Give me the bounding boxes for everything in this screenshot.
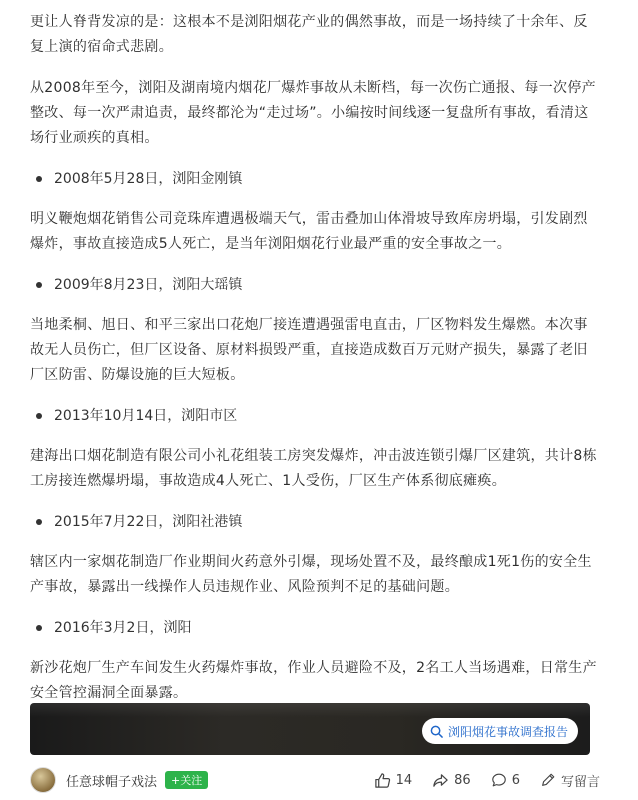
event-heading (30, 510, 600, 534)
thumbs-up-icon (374, 772, 391, 789)
article-image-banner (30, 703, 590, 755)
footer-bar (30, 760, 600, 800)
follow-button[interactable]: +关注 (165, 771, 208, 789)
event-paragraph: 辖区内一家烟花制造厂作业期间火药意外引爆，现场处置不及，最终酿成1死1伤的安全生产事故，暴露出一线操作人员违规作业、风险预判不足的基础问题。 (30, 554, 592, 595)
avatar[interactable] (30, 767, 56, 793)
like-count: 14 (395, 772, 413, 788)
share-count: 86 (454, 772, 471, 788)
search-tag-label: 浏阳烟花事故调查报告 (447, 724, 568, 739)
event-heading (30, 273, 600, 297)
comment-count: 6 (511, 772, 520, 788)
event-heading (30, 167, 600, 191)
search-icon (430, 725, 443, 738)
intro-paragraph: 更让人脊背发凉的是：这根本不是浏阳烟花产业的偶然事故，而是一场持续了十余年、反复上演的宿命式悲剧。 (30, 14, 588, 55)
article-body (30, 10, 600, 722)
share-icon (432, 772, 449, 789)
like-button[interactable] (374, 772, 413, 789)
event-heading-text: 2016年3月2日，浏阳 (54, 620, 192, 636)
author-name[interactable]: 任意球帽子戏法 (66, 774, 158, 790)
bullet-icon (36, 625, 42, 631)
action-bar (354, 771, 600, 790)
event-heading (30, 404, 600, 428)
summary-paragraph: 从2008年至今，浏阳及湖南境内烟花厂爆炸事故从未断档，每一次伤亡通报、每一次停产整改、每一次严肃追责，最终都沦为“走过场”。小编按时间线逐一复盘所有事故，看清这场行业顽疾的真相。 (30, 80, 596, 146)
event-paragraph: 新沙花炮厂生产车间发生火药爆炸事故，作业人员避险不及，2名工人当场遇难，日常生产安全管控漏洞全面暴露。 (30, 660, 597, 701)
event-heading-text: 2008年5月28日，浏阳金刚镇 (54, 171, 243, 187)
event-paragraph: 建海出口烟花制造有限公司小礼花组装工房突发爆炸，冲击波连锁引爆厂区建筑，共计8栋工房接连燃爆坍塌，事故造成4人死亡、1人受伤，厂区生产体系彻底瘫痪。 (30, 448, 597, 489)
write-comment-label: 写留言 (560, 774, 600, 790)
event-heading-text: 2013年10月14日，浏阳市区 (54, 408, 238, 424)
write-comment-button[interactable] (540, 771, 600, 790)
event-heading (30, 616, 600, 640)
share-button[interactable] (432, 772, 471, 789)
bullet-icon (36, 519, 42, 525)
comment-icon (491, 772, 507, 788)
event-paragraph: 明义鞭炮烟花销售公司竞珠库遭遇极端天气，雷击叠加山体滑坡导致库房坍塌，引发剧烈爆炸，事故直接造成5人死亡，是当年浏阳烟花行业最严重的安全事故之一。 (30, 211, 588, 252)
pencil-icon (540, 772, 556, 788)
event-heading-text: 2015年7月22日，浏阳社港镇 (54, 514, 243, 530)
event-heading-text: 2009年8月23日，浏阳大瑶镇 (54, 277, 243, 293)
bullet-icon (36, 282, 42, 288)
event-paragraph: 当地柔桐、旭日、和平三家出口花炮厂接连遭遇强雷电直击，厂区物料发生爆燃。本次事故无人员伤亡，但厂区设备、原材料损毁严重，直接造成数百万元财产损失，暴露了老旧厂区防雷、防爆设施的巨大短板。 (30, 317, 588, 383)
comment-button[interactable] (491, 772, 520, 788)
search-tag-button[interactable] (422, 718, 578, 744)
bullet-icon (36, 176, 42, 182)
bullet-icon (36, 413, 42, 419)
